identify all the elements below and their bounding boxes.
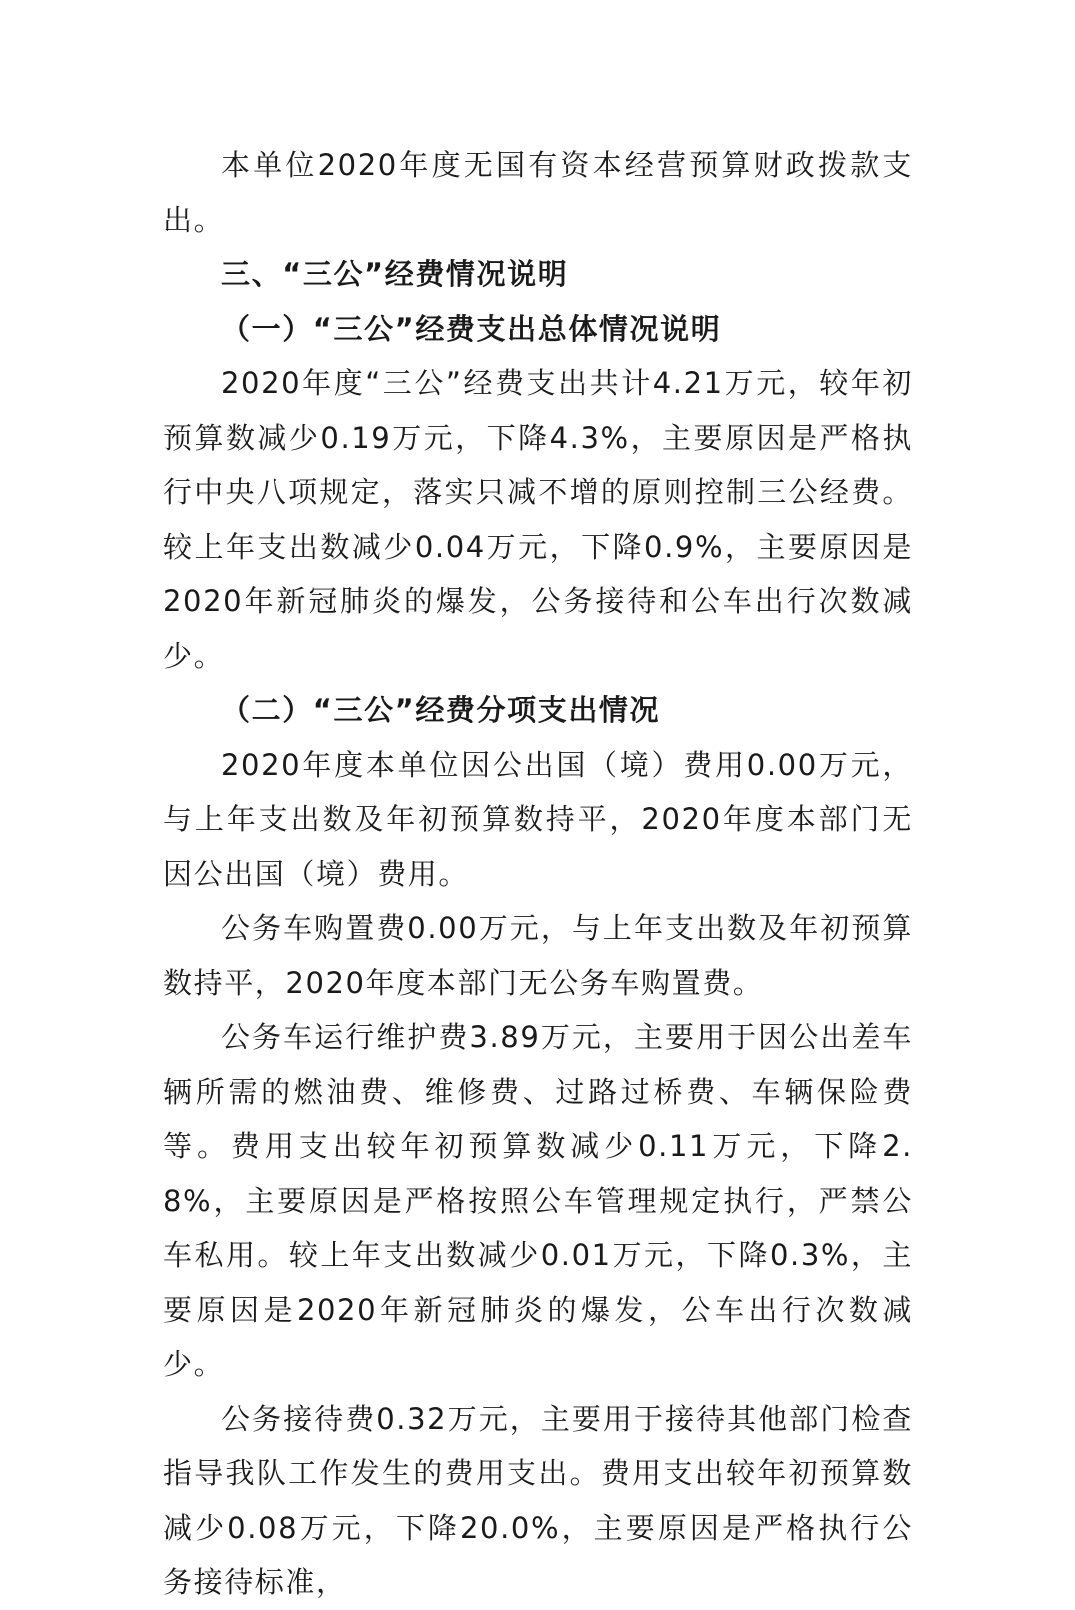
paragraph-vehicle-operation: 公务车运行维护费3.89万元，主要用于因公出差车辆所需的燃油费、维修费、过路过桥费、车辆保险费等。费用支出较年初预算数减少0.11万元，下降2.8%，主要原因是严格按照公车管理规定执行，严禁公车私用。较上年支出数减少0.01万元，下降0.3%，主要原因是2020年新冠肺炎的爆发，公车出行次数减少。 xyxy=(163,1020,913,1381)
section-heading-three-public-expenses: 三、“三公”经费情况说明 xyxy=(221,257,569,291)
paragraph-vehicle-purchase: 公务车购置费0.00万元，与上年支出数及年初预算数持平，2020年度本部门无公务车购置费。 xyxy=(163,911,913,1000)
paragraph-no-state-capital-budget: 本单位2020年度无国有资本经营预算财政拨款支出。 xyxy=(163,148,913,237)
subsection-heading-itemized: （二）“三公”经费分项支出情况 xyxy=(221,693,661,727)
paragraph-overall-expense: 2020年度“三公”经费支出共计4.21万元，较年初预算数减少0.19万元，下降4.3%，主要原因是严格执行中央八项规定，落实只减不增的原则控制三公经费。较上年支出数减少0.04万元，下降0.9%，主要原因是2020年新冠肺炎的爆发，公务接待和公车出行次数减少。 xyxy=(163,366,913,673)
paragraph-overseas-travel: 2020年度本单位因公出国（境）费用0.00万元，与上年支出数及年初预算数持平，2020年度本部门无因公出国（境）费用。 xyxy=(163,747,913,891)
paragraph-official-reception: 公务接待费0.32万元，主要用于接待其他部门检查指导我队工作发生的费用支出。费用支出较年初预算数减少0.08万元，下降20.0%，主要原因是严格执行公务接待标准， xyxy=(163,1401,913,1599)
document-page xyxy=(163,138,913,1610)
subsection-heading-overall: （一）“三公”经费支出总体情况说明 xyxy=(221,311,722,346)
